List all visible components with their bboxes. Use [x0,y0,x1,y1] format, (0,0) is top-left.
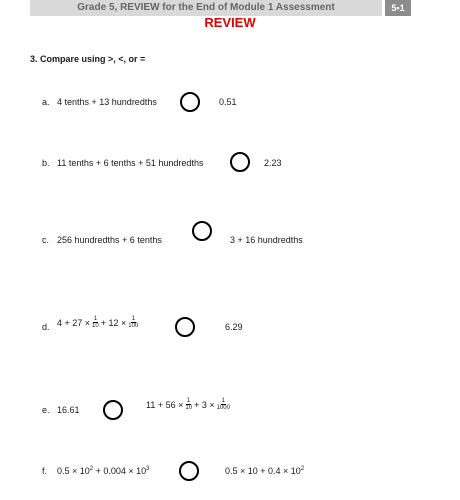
item-f-left-term-1: 0.5 × 10 [57,466,90,476]
item-d-part2: + 12 × [100,317,127,328]
item-e-f1-numerator: 1 [187,398,191,404]
question-prompt: 3. Compare using >, <, or = [30,54,146,64]
item-f-left-exponent-1: 2 [89,466,94,472]
item-d-f1-denominator: 10 [92,323,99,329]
item-d-fraction-1 [91,316,100,329]
item-d-part1: 4 + 27 × [57,317,91,328]
item-a-left: 4 tenths + 13 hundredths [57,97,157,107]
item-d-f2-numerator: 1 [131,316,135,322]
item-f-right-exponent: 2 [300,466,305,472]
item-d-answer-circle[interactable] [175,317,195,337]
item-d-right: 6.29 [225,322,243,332]
review-title: REVIEW [204,15,256,30]
item-f-answer-circle[interactable] [179,461,199,481]
item-f-right-term: 0.5 × 10 + 0.4 × 10 [225,466,301,476]
item-d-f2-denominator: 100 [128,323,139,329]
item-c-left: 256 hundredths + 6 tenths [57,235,162,245]
item-e-fraction-1 [184,398,193,411]
item-e-f2-numerator: 1 [221,398,225,404]
item-d-f1-numerator: 1 [93,316,98,322]
item-b-label: b. [42,158,50,168]
item-d-label: d. [42,322,50,332]
item-e-fraction-2 [216,398,231,411]
item-e-label: e. [42,405,50,415]
item-c-label: c. [42,235,50,245]
item-e-answer-circle[interactable] [103,400,123,420]
item-b-answer-circle[interactable] [230,152,250,172]
item-a-answer-circle[interactable] [180,92,200,112]
header-title: Grade 5, REVIEW for the End of Module 1 Assessment [77,2,335,13]
item-e-part1: 11 + 56 × [146,399,184,410]
item-c-answer-circle[interactable] [192,221,212,241]
item-d-fraction-2 [127,316,139,329]
item-f-left [57,466,150,476]
item-e-f2-denominator: 1000 [216,405,230,411]
item-f-left-term-2: + 0.004 × 10 [93,466,147,476]
item-b-right: 2.23 [264,158,282,168]
item-f-label: f. [42,466,48,476]
item-b-left: 11 tenths + 6 tenths + 51 hundredths [57,158,204,168]
item-f-left-exponent-2: 3 [146,466,150,472]
item-e-f1-denominator: 10 [185,405,193,411]
item-e-left: 16.61 [57,405,80,415]
item-d-left [57,316,140,329]
item-e-right [146,398,232,411]
item-f-right [225,466,304,476]
item-a-right: 0.51 [219,97,237,107]
item-a-label: a. [42,97,50,107]
item-c-right: 3 + 16 hundredths [230,235,303,245]
module-badge: 5•1 [385,0,411,16]
item-e-part2: + 3 × [194,399,215,410]
